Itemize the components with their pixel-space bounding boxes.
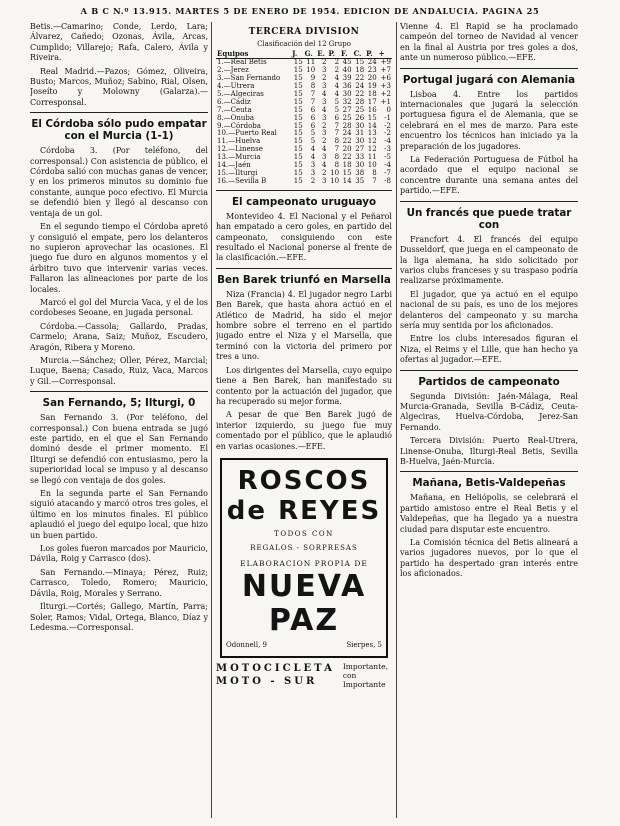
article-title-ben-barek: Ben Barek triunfó en Marsella bbox=[217, 273, 391, 286]
table-cell: 24 bbox=[355, 82, 365, 91]
article-paragraph: Niza (Francia) 4. El jugador negro Larbi Ben Barek, que hasta ahora actuó en el Atlético de Madrid, ha sido el mejor hombre sobre el terreno en el partido jugado entre el Niza y el Marsella, que terminó con la victoria del primero por tres a uno. bbox=[216, 289, 392, 362]
table-cell: 6.—Cádiz bbox=[217, 97, 251, 106]
table-cell: -8 bbox=[384, 176, 391, 185]
table-cell: 2 bbox=[322, 169, 327, 177]
table-header-cell: + bbox=[378, 50, 392, 58]
table-header-cell: F. bbox=[340, 50, 353, 58]
table-cell: 15 bbox=[293, 58, 303, 67]
table-cell: 18 bbox=[342, 161, 352, 170]
article-title-cordoba: El Córdoba sólo pudo empatar con el Murcia (1-1) bbox=[31, 118, 207, 143]
table-cell: 20 bbox=[367, 74, 377, 83]
lineup-paragraph: Betis.—Camarino; Conde, Lerdo, Lara; Álvarez, Cañedo; Ozonas, Ávila, Arcas, Cumplido; Villarejo; Rafa, Calero, Ávila y Riveira. bbox=[30, 22, 208, 63]
table-cell: 7 bbox=[372, 176, 377, 185]
classified-text: Importante, con bbox=[342, 662, 388, 681]
table-cell: 25 bbox=[355, 105, 365, 114]
table-header-cell: G. bbox=[304, 50, 317, 58]
divider bbox=[400, 471, 578, 472]
article-paragraph: Lisboa 4. Entre los partidos internacionales que jugará la selección portuguesa figura el de Alemania, que se celebrará en el mes de marzo. Para este encuentro los técnicos han iniciado ya la preparación de los jugadores. bbox=[400, 89, 578, 151]
table-cell: 7 bbox=[334, 129, 340, 138]
page-header: A B C N.º 13.915. MARTES 5 DE ENERO DE 1954. EDICION DE ANDALUCIA. PAGINA 25 bbox=[80, 6, 540, 16]
table-cell: 18 bbox=[355, 66, 365, 75]
table-cell: 8 bbox=[310, 82, 316, 91]
article-paragraph: La Federación Portuguesa de Fútbol ha acordado que el equipo nacional se concentre durante una semana antes del partido.—EFE. bbox=[400, 155, 578, 196]
table-header-cell: P. bbox=[327, 50, 340, 58]
table-cell: 3 bbox=[322, 97, 327, 106]
table-cell: +1 bbox=[380, 97, 391, 106]
table-cell: 8 bbox=[372, 169, 377, 177]
table-cell: -4 bbox=[384, 161, 391, 170]
table-cell: 2 bbox=[310, 176, 316, 185]
table-cell: 11.—Huelva bbox=[217, 137, 261, 146]
table-cell: 26 bbox=[355, 113, 365, 122]
table-cell: 15 bbox=[293, 89, 303, 98]
table-header-cell: J. bbox=[291, 50, 304, 58]
article-paragraph: En el segundo tiempo el Córdoba apretó y consiguió el empate, pero los delanteros no supieron aprovechar las ocasiones. El juego fue duro en algunos momentos y el árbitro tuvo que intervenir varias veces. Fallaron las alineaciones por parte de los locales. bbox=[30, 222, 208, 294]
divider bbox=[216, 190, 392, 191]
table-cell: 15 bbox=[293, 74, 303, 83]
table-cell: 6 bbox=[310, 121, 316, 130]
table-cell: 1.—Real Betis bbox=[217, 58, 267, 67]
table-cell: 3 bbox=[322, 66, 327, 75]
article-title-uruguay: El campeonato uruguayo bbox=[231, 195, 377, 208]
article-paragraph: El jugador, que ya actuó en el equipo nacional de su país, es uno de los mejores delanteros del campeonato y su marcha sería muy sentida por los aficionados. bbox=[400, 289, 578, 330]
article-paragraph: Córdoba 3. (Por teléfono, del corresponsal.) Con asistencia de público, el Córdoba salió con muchas ganas de vencer, y en los primeros minutos su dominio fue constante, aunque poco efectivo. El Murcia se defendió bien y llegó al descanso con ventaja de un gol. bbox=[30, 146, 208, 218]
table-cell: 3 bbox=[310, 169, 316, 177]
column-rule bbox=[396, 22, 397, 818]
classified-title: MOTOCICLETA bbox=[216, 663, 335, 675]
table-cell: 19 bbox=[367, 82, 377, 91]
table-cell: 15 bbox=[293, 176, 303, 185]
table-cell: 14.—Jaén bbox=[217, 161, 251, 170]
table-cell: 32 bbox=[342, 97, 352, 106]
table-cell: 13 bbox=[367, 129, 377, 138]
ad-address: Sierpes, 5 bbox=[346, 640, 382, 649]
table-cell: 10 bbox=[367, 161, 377, 170]
table-cell: 3 bbox=[322, 82, 327, 91]
table-cell: 30 bbox=[355, 137, 365, 146]
article-title-betis: Mañana, Betis-Valdepeñas bbox=[412, 477, 566, 490]
table-cell: 4 bbox=[322, 105, 327, 114]
table-cell: 3 bbox=[322, 113, 327, 122]
table-cell: 15 bbox=[293, 82, 303, 91]
table-cell: 27 bbox=[342, 105, 352, 114]
table-cell: 3.—San Fernando bbox=[217, 74, 281, 83]
table-cell: +7 bbox=[380, 66, 391, 75]
table-cell: 6 bbox=[310, 113, 316, 122]
table-cell: 30 bbox=[342, 89, 352, 98]
table-cell: 8.—Onuba bbox=[217, 113, 255, 122]
classified-text: Importante bbox=[342, 680, 386, 690]
article-paragraph: Murcia.—Sánchez; Oller, Pérez, Marcial; Luque, Baena; Casado, Ruiz, Vaca, Marcos y Gil.—Corresponsal. bbox=[30, 355, 208, 386]
standings-subtitle: Clasificación del 12 Grupo bbox=[257, 40, 351, 49]
table-cell: 16.—Sevilla B bbox=[217, 176, 267, 185]
table-cell: 7 bbox=[334, 121, 340, 130]
table-row bbox=[216, 178, 392, 186]
column-right bbox=[400, 22, 578, 820]
table-header-cell: E. bbox=[316, 50, 327, 58]
table-cell: 33 bbox=[355, 153, 365, 162]
article-paragraph: San Fernando.—Minaya; Pérez, Ruiz; Carrasco, Toledo, Romero; Mauricio, Dávila, Roig, Morales y Serrano. bbox=[30, 567, 208, 598]
table-cell: 30 bbox=[355, 161, 365, 170]
table-cell: 8 bbox=[334, 161, 340, 170]
column-middle bbox=[216, 22, 392, 820]
divider bbox=[30, 391, 208, 392]
table-cell: 28 bbox=[355, 97, 365, 106]
table-cell: 30 bbox=[355, 121, 365, 130]
table-cell: 25 bbox=[342, 113, 352, 122]
ad-brand: NUEVA PAZ bbox=[241, 568, 367, 638]
table-cell: 7 bbox=[334, 145, 340, 154]
ad-address: Odonnell, 9 bbox=[226, 640, 267, 649]
table-cell: 4.—Utrera bbox=[217, 82, 255, 91]
table-cell: 2 bbox=[322, 137, 327, 146]
ad-text: REGALOS - SORPRESAS bbox=[250, 543, 358, 552]
standings-title: TERCERA DIVISION bbox=[248, 27, 360, 37]
table-cell: 36 bbox=[342, 82, 352, 91]
table-cell: 20 bbox=[342, 145, 352, 154]
table-cell: 15 bbox=[367, 113, 377, 122]
ad-headline: ROSCOS bbox=[237, 465, 371, 496]
table-cell: -1 bbox=[384, 113, 391, 122]
table-cell: 14 bbox=[367, 121, 377, 130]
table-cell: 10 bbox=[330, 169, 340, 177]
divider bbox=[30, 112, 208, 113]
table-cell: 5 bbox=[310, 129, 316, 138]
table-cell: -4 bbox=[384, 137, 391, 146]
table-cell: 3 bbox=[322, 176, 327, 185]
table-cell: 5.—Algeciras bbox=[217, 89, 264, 98]
article-paragraph: Tercera División: Puerto Real-Utrera, Linense-Onuba, Ilturgi-Real Betis, Sevilla B-Huelva, Jaén-Murcia. bbox=[400, 436, 578, 466]
table-cell: 15 bbox=[293, 105, 303, 114]
table-cell: 9 bbox=[310, 74, 316, 83]
table-cell: 22 bbox=[342, 137, 352, 146]
article-paragraph: Mañana, en Heliópolis, se celebrará el partido amistoso entre el Real Betis y el Valdepeñas, que ha llegado ya a nuestra ciudad para disputar este encuentro. bbox=[400, 493, 578, 534]
article-title-partidos: Partidos de campeonato bbox=[418, 375, 560, 388]
table-cell: 15.—Ilturgi bbox=[217, 169, 258, 177]
divider bbox=[216, 268, 392, 269]
article-paragraph: Marcó el gol del Murcia Vaca, y el de los cordobeses Seoane, en jugada personal. bbox=[30, 297, 208, 318]
table-cell: 27 bbox=[355, 145, 365, 154]
table-cell: 2 bbox=[334, 66, 340, 75]
table-cell: 4 bbox=[310, 145, 316, 154]
table-cell: +2 bbox=[380, 89, 391, 98]
table-cell: -2 bbox=[384, 121, 391, 130]
table-cell: 6 bbox=[310, 105, 316, 114]
article-paragraph: San Fernando 3. (Por teléfono, del corresponsal.) Con buena entrada se jugó este partido, en el que el San Fernando dominó desde el primer momento. El Ilturgi se defendió con entusiasmo, pero la superioridad local se impuso y al descanso se llegó con ventaja de dos goles. bbox=[30, 413, 208, 485]
table-cell: 14 bbox=[342, 176, 352, 185]
table-cell: 4 bbox=[334, 89, 340, 98]
table-cell: 11 bbox=[306, 58, 316, 67]
article-paragraph: Montevideo 4. El Nacional y el Peñarol han empatado a cero goles, en partido del campeonato, consiguiendo con este resultado el Nacional ponerse al frente de la clasificación.—EFE. bbox=[216, 211, 392, 263]
article-paragraph: Entre los clubs interesados figuran el Niza, el Reims y el Lille, que han hecho ya ofertas al jugador.—EFE. bbox=[400, 334, 578, 365]
article-paragraph: Los dirigentes del Marsella, cuyo equipo tiene a Ben Barek, han manifestado su contento por la actuación del jugador, que ha recuperado su mejor forma. bbox=[216, 365, 392, 406]
table-cell: 11 bbox=[367, 153, 377, 162]
table-cell: 3 bbox=[322, 153, 327, 162]
table-cell: 10.—Puerto Real bbox=[217, 129, 277, 138]
table-cell: 0 bbox=[386, 105, 391, 114]
table-cell: +3 bbox=[380, 82, 391, 91]
table-cell: 6 bbox=[334, 113, 340, 122]
article-title-frances: Un francés que puede tratar con bbox=[406, 206, 572, 231]
advertisement-box bbox=[220, 458, 388, 658]
table-cell: 2 bbox=[322, 121, 327, 130]
table-cell: 22 bbox=[355, 89, 365, 98]
ad-headline: de REYES bbox=[226, 495, 382, 526]
table-cell: 15 bbox=[293, 169, 303, 177]
table-cell: 45 bbox=[342, 58, 352, 67]
table-cell: 5 bbox=[310, 137, 316, 146]
table-cell: 22 bbox=[355, 74, 365, 83]
table-cell: 15 bbox=[293, 129, 303, 138]
table-cell: 2 bbox=[322, 74, 327, 83]
column-left bbox=[30, 22, 208, 820]
table-cell: 15 bbox=[293, 161, 303, 170]
table-cell: 8 bbox=[334, 153, 340, 162]
table-cell: 3 bbox=[322, 129, 327, 138]
table-cell: 15 bbox=[293, 153, 303, 162]
article-paragraph: A pesar de que Ben Barek jugó de interior izquierdo, su juego fue muy comentado por el público, que le aplaudió en varias ocasiones.—EFE. bbox=[216, 410, 392, 451]
table-cell: 2 bbox=[334, 58, 340, 67]
table-cell: 35 bbox=[355, 176, 365, 185]
table-cell: 15 bbox=[293, 113, 303, 122]
divider bbox=[400, 68, 578, 69]
table-cell: 15 bbox=[293, 137, 303, 146]
table-cell: -7 bbox=[384, 169, 391, 177]
standings-table bbox=[216, 50, 392, 185]
table-cell: 4 bbox=[334, 74, 340, 83]
table-cell: 7 bbox=[310, 89, 316, 98]
table-cell: 15 bbox=[355, 58, 365, 67]
table-cell: 10 bbox=[330, 176, 340, 185]
classified-ad bbox=[216, 662, 392, 689]
table-cell: 4 bbox=[322, 145, 327, 154]
article-title-san-fernando: San Fernando, 5; Ilturgi, 0 bbox=[42, 397, 196, 410]
table-cell: 15 bbox=[293, 145, 303, 154]
table-header-cell: P. bbox=[365, 50, 378, 58]
table-cell: -5 bbox=[384, 153, 391, 162]
table-cell: 39 bbox=[342, 74, 352, 83]
table-cell: 10 bbox=[306, 66, 316, 75]
table-cell: 12 bbox=[367, 137, 377, 146]
divider bbox=[400, 201, 578, 202]
article-paragraph: Córdoba.—Cassola; Gallardo, Pradas, Carmelo; Arana, Saiz; Muñoz, Escudero, Aragón, Ribera y Moreno. bbox=[30, 321, 208, 352]
table-cell: 24 bbox=[342, 129, 352, 138]
table-cell: 7.—Ceuta bbox=[217, 105, 252, 114]
article-title-portugal: Portugal jugará con Alemania bbox=[402, 73, 576, 86]
table-cell: 28 bbox=[342, 121, 352, 130]
table-cell: 5 bbox=[334, 105, 340, 114]
table-cell: 2.—Jerez bbox=[217, 66, 249, 75]
table-cell: 15 bbox=[293, 97, 303, 106]
table-cell: 4 bbox=[334, 82, 340, 91]
table-cell: 13.—Murcia bbox=[217, 153, 261, 162]
article-paragraph: En la segunda parte el San Fernando siguió atacando y marcó otros tres goles, el último en los minutos finales. El público aplaudió el juego del equipo local, que hizo un buen partido. bbox=[30, 489, 208, 540]
table-header-cell: Equipos bbox=[216, 50, 291, 58]
table-header-cell: C. bbox=[353, 50, 366, 58]
table-cell: 18 bbox=[367, 89, 377, 98]
table-cell: 9.—Córdoba bbox=[217, 121, 261, 130]
lineup-paragraph: Real Madrid.—Pazos; Gómez, Oliveira, Busto; Marcos, Muñoz; Sabino, Rial, Olsen, Joseíto y Molowny (Galarza).—Corresponsal. bbox=[30, 66, 208, 107]
table-cell: 31 bbox=[355, 129, 365, 138]
ad-text: ELABORACION PROPIA DE bbox=[240, 559, 368, 569]
table-body bbox=[216, 59, 392, 186]
table-cell: 4 bbox=[322, 89, 327, 98]
article-paragraph: Vienne 4. El Rapid se ha proclamado campeón del torneo de Navidad al vencer en la final al Austria por tres goles a dos, ante un numeroso público.—EFE. bbox=[400, 22, 578, 63]
column-rule bbox=[211, 22, 212, 818]
table-cell: 24 bbox=[367, 58, 377, 67]
article-paragraph: Ilturgi.—Cortés; Gallego, Martín, Parra; Soler, Ramos; Vidal, Ortega, Blanco, Díaz y Ledesma.—Corresponsal. bbox=[30, 602, 208, 632]
table-cell: +9 bbox=[380, 58, 391, 67]
table-cell: 38 bbox=[355, 169, 365, 177]
table-cell: 23 bbox=[367, 66, 377, 75]
article-paragraph: Los goles fueron marcados por Mauricio, Dávila, Roig y Carrasco (dos). bbox=[30, 544, 208, 564]
table-cell: 15 bbox=[342, 169, 352, 177]
table-cell: -3 bbox=[384, 145, 391, 154]
table-cell: 7 bbox=[310, 97, 316, 106]
table-cell: -2 bbox=[384, 129, 391, 138]
divider bbox=[400, 370, 578, 371]
table-cell: 17 bbox=[367, 97, 377, 106]
table-cell: 8 bbox=[334, 137, 340, 146]
article-paragraph: Segunda División: Jaén-Málaga, Real Murcia-Granada, Sevilla B-Cádiz, Ceuta-Algeciras, Huelva-Córdoba, Jerez-San Fernando. bbox=[400, 391, 578, 432]
table-cell: 40 bbox=[342, 66, 352, 75]
ad-footer bbox=[226, 640, 382, 650]
table-cell: 4 bbox=[322, 161, 327, 170]
table-cell: 15 bbox=[293, 66, 303, 75]
table-cell: 4 bbox=[310, 153, 316, 162]
table-cell: 16 bbox=[367, 105, 377, 114]
table-cell: 22 bbox=[342, 153, 352, 162]
article-paragraph: La Comisión técnica del Betis alineará a varios jugadores nuevos, por lo que el partido ha despertado gran interés entre los aficionados. bbox=[400, 538, 578, 579]
table-cell: +6 bbox=[380, 74, 391, 83]
table-cell: 12.—Linense bbox=[217, 145, 263, 154]
classified-title: MOTO - SUR bbox=[216, 676, 318, 688]
table-cell: 2 bbox=[322, 58, 327, 67]
table-cell: 12 bbox=[367, 145, 377, 154]
table-cell: 5 bbox=[334, 97, 340, 106]
table-cell: 15 bbox=[293, 121, 303, 130]
ad-text: TODOS CON bbox=[274, 529, 334, 538]
table-cell: 3 bbox=[310, 161, 316, 170]
article-paragraph: Francfort 4. El francés del equipo Dusseldorf, que juega en el campeonato de la liga alemana, ha sido solicitado por varios clubs franceses y su traspaso podría realizarse próximamente. bbox=[400, 234, 578, 286]
